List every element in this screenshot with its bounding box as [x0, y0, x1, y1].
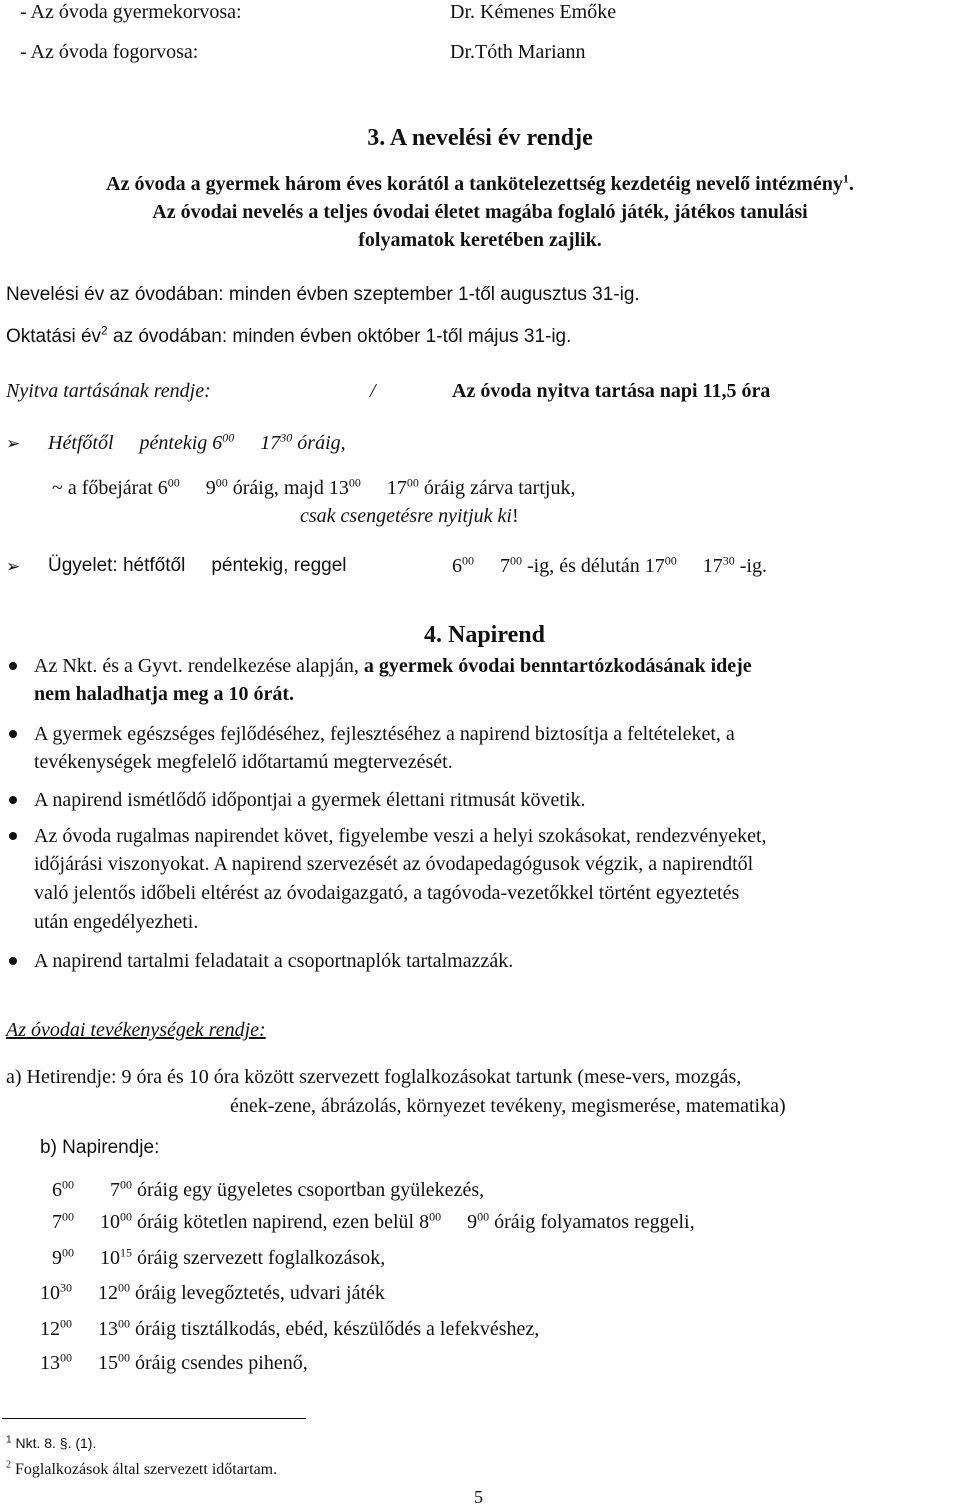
- bullet-icon: [9, 796, 17, 804]
- napirend-bullet2-line1: A gyermek egészséges fejlődéséhez, fejlesztéséhez a napirend biztosítja a feltételeket, a: [34, 723, 735, 745]
- footnote-divider: [2, 1418, 306, 1419]
- staff-label-dentist: - Az óvoda fogorvosa:: [20, 41, 199, 63]
- section3-intro-line1: Az óvoda a gyermek három éves korától a tankötelezettség kezdetéig nevelő intézmény$^1$.: [106, 171, 854, 195]
- nyitva-value: Az óvoda nyitva tartása napi 11,5 óra: [452, 380, 771, 402]
- activities-heading: Az óvodai tevékenységek rendje:: [6, 1019, 266, 1041]
- hetirend-line1: a) Hetirendje: 9 óra és 10 óra között szervezett foglalkozásokat tartunk (mese-vers, mozgás,: [6, 1066, 742, 1088]
- section3-heading: 3. A nevelési év rendje: [367, 125, 593, 151]
- napirend-bullet3: A napirend ismétlődő időpontjai a gyermek élettani ritmusát követik.: [34, 789, 586, 811]
- schedule-row: $12^{00}$ $13^{00}$ óráig tisztálkodás, ebéd, készülődés a lefekvéshez,: [40, 1316, 540, 1340]
- schedule-row: $6^{00}$ $7^{00}$ óráig egy ügyeletes csoportban gyülekezés,: [52, 1177, 485, 1201]
- nyitva-label: Nyitva tartásának rendje:: [6, 380, 211, 402]
- bullet-icon: [9, 832, 17, 840]
- staff-label-pediatrician: - Az óvoda gyermekorvosa:: [20, 1, 242, 23]
- arrow-bullet-icon: ➢: [6, 557, 21, 577]
- arrow-bullet-icon: ➢: [6, 434, 21, 454]
- schedule-row: $10^{30}$ $12^{00}$ óráig levegőztetés, udvari játék: [40, 1280, 385, 1304]
- footnote-2: $^2$ Foglalkozások által szervezett időtartam.: [6, 1459, 278, 1478]
- schedule-row: $13^{00}$ $15^{00}$ óráig csendes pihenő,: [40, 1350, 308, 1374]
- bullet-icon: [9, 730, 17, 738]
- csengetes-note: csak csengetésre nyitjuk ki!: [300, 505, 519, 527]
- hetirend-line2: ének-zene, ábrázolás, környezet tevékeny, megismerése, matematika): [230, 1095, 786, 1117]
- bullet-icon: [9, 957, 17, 965]
- napirend-bullet4-line3: való jelentős időbeli eltérést az óvodaigazgató, a tagóvoda-vezetőkkel történt egyeztetés: [34, 882, 740, 904]
- footnote-1: $^1$ Nkt. 8. §. (1).: [6, 1434, 97, 1451]
- fobejarat-line: ~ a főbejárat $6^{00}$ $9^{00}$ óráig, majd $13^{00}$ $17^{00}$ óráig zárva tartjuk,: [52, 475, 576, 499]
- nevelesi-ev: Nevelési év az óvodában: minden évben szeptember 1-től augusztus 31-ig.: [6, 284, 640, 305]
- napirend-bullet5: A napirend tartalmi feladatait a csoportnaplók tartalmazzák.: [34, 950, 514, 972]
- staff-name-dentist: Dr.Tóth Mariann: [450, 41, 586, 63]
- section3-intro-line2: Az óvodai nevelés a teljes óvodai életet magába foglaló játék, játékos tanulási: [152, 201, 808, 223]
- section4-heading: 4. Napirend: [424, 622, 545, 648]
- footnote-ref-1: 1: [842, 171, 849, 186]
- napirend-bullet4-line2: időjárási viszonyokat. A napirend szervezését az óvodapedagógusok végzik, a napirendtől: [34, 853, 754, 875]
- bullet-icon: [9, 662, 17, 670]
- napirend-bullet1-line1: Az Nkt. és a Gyvt. rendelkezése alapján, a gyermek óvodai benntartózkodásának ideje: [34, 655, 752, 677]
- hetfo-line: Hétfőtől péntekig $6^{00}$ $17^{30}$ óráig,: [48, 430, 346, 454]
- napirendje-label: b) Napirendje:: [40, 1137, 160, 1158]
- schedule-row: $7^{00}$ $10^{00}$ óráig kötetlen napirend, ezen belül $8^{00}$ $9^{00}$ óráig folyamatos reggeli,: [52, 1209, 695, 1233]
- napirend-bullet2-line2: tevékenységek megfelelő időtartamú megtervezését.: [34, 751, 453, 773]
- slash-separator: /: [370, 380, 376, 402]
- napirend-bullet4-line1: Az óvoda rugalmas napirendet követ, figyelembe veszi a helyi szokásokat, rendezvényeket,: [34, 825, 767, 847]
- ugyelet-line-b: $6^{00}$ $7^{00}$ -ig, és délután $17^{00}$ $17^{30}$ -ig.: [452, 553, 767, 577]
- section3-intro-line3: folyamatok keretében zajlik.: [358, 229, 602, 251]
- napirend-bullet1-line2: nem haladhatja meg a 10 órát.: [34, 683, 294, 705]
- napirend-bullet4-line4: után engedélyezheti.: [34, 911, 199, 933]
- staff-name-pediatrician: Dr. Kémenes Emőke: [450, 1, 617, 23]
- oktatasi-ev: Oktatási $év^2$ az óvodában: minden évben október 1-től május 31-ig.: [6, 323, 572, 347]
- ugyelet-line-a: Ügyelet: hétfőtől péntekig, reggel: [48, 555, 347, 576]
- page-number: 5: [474, 1487, 483, 1507]
- schedule-row: $9^{00}$ $10^{15}$ óráig szervezett foglalkozások,: [52, 1245, 386, 1269]
- footnote-ref-2: 2: [101, 323, 108, 338]
